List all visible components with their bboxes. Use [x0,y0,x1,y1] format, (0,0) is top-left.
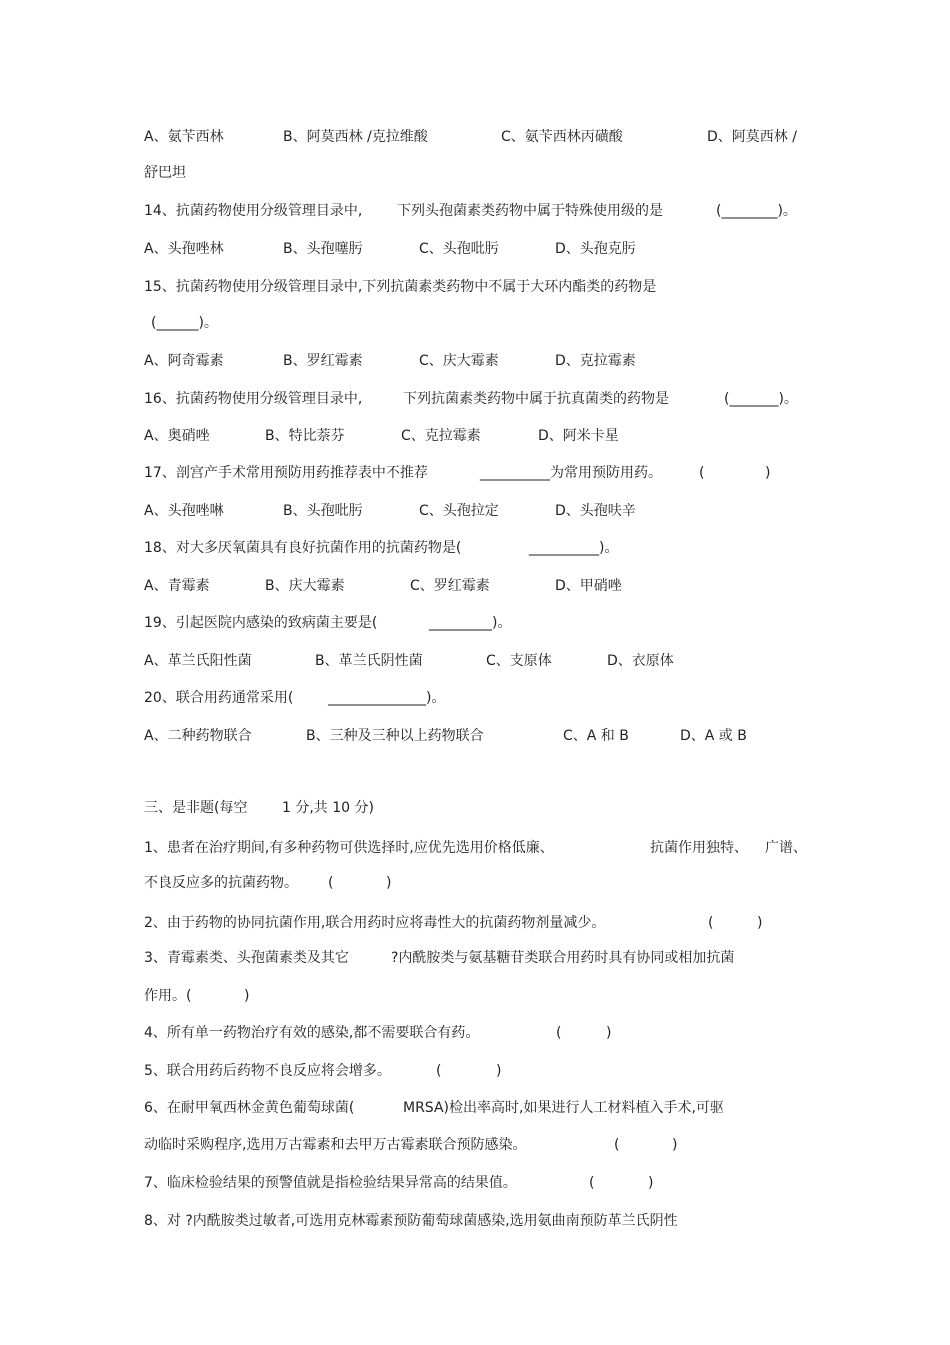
question-14-blank: (________)。 [716,203,797,219]
q15-option-c: C、庆大霉素 [419,353,499,369]
q13-option-d-continued: 舒巴坦 [144,165,186,181]
tf-question-3-text-b: ?内酰胺类与氨基糖苷类联合用药时具有协同或相加抗菌 [391,950,735,966]
q20-option-c: C、A 和 B [563,728,629,744]
tf-question-8: 8、对 ?内酰胺类过敏者,可选用克林霉素预防葡萄球菌感染,选用氨曲南预防革兰氏阴性 [144,1213,678,1229]
q18-option-a: A、青霉素 [144,578,210,594]
tf-question-1-paren-close: ) [386,875,392,891]
section-3-heading-text-b: 1 分,共 10 分) [282,800,374,816]
tf-question-1-cont-text: 不良反应多的抗菌药物。 [144,875,298,891]
tf-question-6-text-b: MRSA)检出率高时,如果进行人工材料植入手术,可驱 [403,1100,724,1116]
q16-option-a: A、奥硝唑 [144,428,210,444]
q17-option-a: A、头孢唑啉 [144,503,224,519]
q14-option-b: B、头孢噻肟 [283,241,363,257]
question-14-text-b: 下列头孢菌素类药物中属于特殊使用级的是 [397,203,663,219]
tf-question-3-paren-close: ) [244,988,250,1004]
q13-option-c: C、氨苄西林丙磺酸 [501,129,623,145]
q18-option-d: D、甲硝唑 [555,578,622,594]
q19-option-d: D、衣原体 [607,653,674,669]
tf-question-6-paren-open: ( [614,1137,620,1153]
tf-question-7-paren-open: ( [589,1175,595,1191]
tf-question-7-text: 7、临床检验结果的预警值就是指检验结果异常高的结果值。 [144,1175,517,1191]
q16-option-c: C、克拉霉素 [401,428,481,444]
tf-question-5-paren-open: ( [436,1063,442,1079]
q15-option-d: D、克拉霉素 [555,353,636,369]
q20-option-b: B、三种及三种以上药物联合 [306,728,484,744]
q17-option-c: C、头孢拉定 [419,503,499,519]
q15-option-a: A、阿奇霉素 [144,353,224,369]
section-3-heading-text-a: 三、是非题(每空 [144,800,248,816]
q18-option-c: C、罗红霉素 [410,578,490,594]
tf-question-5-paren-close: ) [496,1063,502,1079]
tf-question-6-text-a: 6、在耐甲氧西林金黄色葡萄球菌( [144,1100,355,1116]
tf-question-4-paren-open: ( [556,1025,562,1041]
question-16-text-b: 下列抗菌素类药物中属于抗真菌类的药物是 [403,391,669,407]
q19-option-b: B、革兰氏阴性菌 [315,653,423,669]
tf-question-2-paren-open: ( [708,915,714,931]
question-19-blank: _________)。 [429,615,512,631]
tf-question-2-paren-close: ) [757,915,763,931]
question-15: 15、抗菌药物使用分级管理目录中,下列抗菌素类药物中不属于大环内酯类的药物是 [144,279,657,295]
question-19-text: 19、引起医院内感染的致病菌主要是( [144,615,378,631]
q16-option-b: B、特比萘芬 [265,428,345,444]
q20-option-a: A、二种药物联合 [144,728,252,744]
q19-option-c: C、支原体 [486,653,552,669]
question-16-blank: (_______)。 [724,391,798,407]
question-20-blank: ______________)。 [328,690,446,706]
q20-option-d: D、A 或 B [680,728,747,744]
question-17-paren-close: ) [765,465,771,481]
tf-question-4-paren-close: ) [606,1025,612,1041]
tf-question-2-text: 2、由于药物的协同抗菌作用,联合用药时应将毒性大的抗菌药物剂量减少。 [144,915,606,931]
tf-question-1-text-b: 抗菌作用独特、 [650,840,748,856]
q14-option-c: C、头孢吡肟 [419,241,499,257]
question-18-text: 18、对大多厌氧菌具有良好抗菌作用的抗菌药物是( [144,540,462,556]
tf-question-4-text: 4、所有单一药物治疗有效的感染,都不需要联合有药。 [144,1025,480,1041]
q17-option-b: B、头孢吡肟 [283,503,363,519]
question-17-text-b: __________为常用预防用药。 [480,465,662,481]
q19-option-a: A、革兰氏阳性菌 [144,653,252,669]
tf-question-1-text-c: 广谱、 [765,840,807,856]
q13-option-b: B、阿莫西林 /克拉维酸 [283,129,428,145]
tf-question-3-text-a: 3、青霉素类、头孢菌素类及其它 [144,950,349,966]
q16-option-d: D、阿米卡星 [538,428,619,444]
tf-question-6-paren-close: ) [672,1137,678,1153]
q15-option-b: B、罗红霉素 [283,353,363,369]
question-17-text-a: 17、剖宫产手术常用预防用药推荐表中不推荐 [144,465,428,481]
tf-question-1-paren-open: ( [328,875,334,891]
q14-option-a: A、头孢唑林 [144,241,224,257]
question-16-text-a: 16、抗菌药物使用分级管理目录中, [144,391,363,407]
question-15-blank: (______)。 [151,315,218,331]
question-14-text-a: 14、抗菌药物使用分级管理目录中, [144,203,363,219]
question-18-blank: __________)。 [529,540,619,556]
q13-option-a: A、氨苄西林 [144,129,224,145]
tf-question-1-text-a: 1、患者在治疗期间,有多种药物可供选择时,应优先选用价格低廉、 [144,840,554,856]
question-20-text: 20、联合用药通常采用( [144,690,294,706]
q18-option-b: B、庆大霉素 [265,578,345,594]
tf-question-6-cont-text: 动临时采购程序,选用万古霉素和去甲万古霉素联合预防感染。 [144,1137,527,1153]
tf-question-5-text: 5、联合用药后药物不良反应将会增多。 [144,1063,391,1079]
q17-option-d: D、头孢呋辛 [555,503,636,519]
q13-option-d: D、阿莫西林 / [707,129,797,145]
question-17-paren-open: ( [699,465,705,481]
tf-question-3-cont-text: 作用。( [144,988,192,1004]
tf-question-7-paren-close: ) [648,1175,654,1191]
q14-option-d: D、头孢克肟 [555,241,636,257]
